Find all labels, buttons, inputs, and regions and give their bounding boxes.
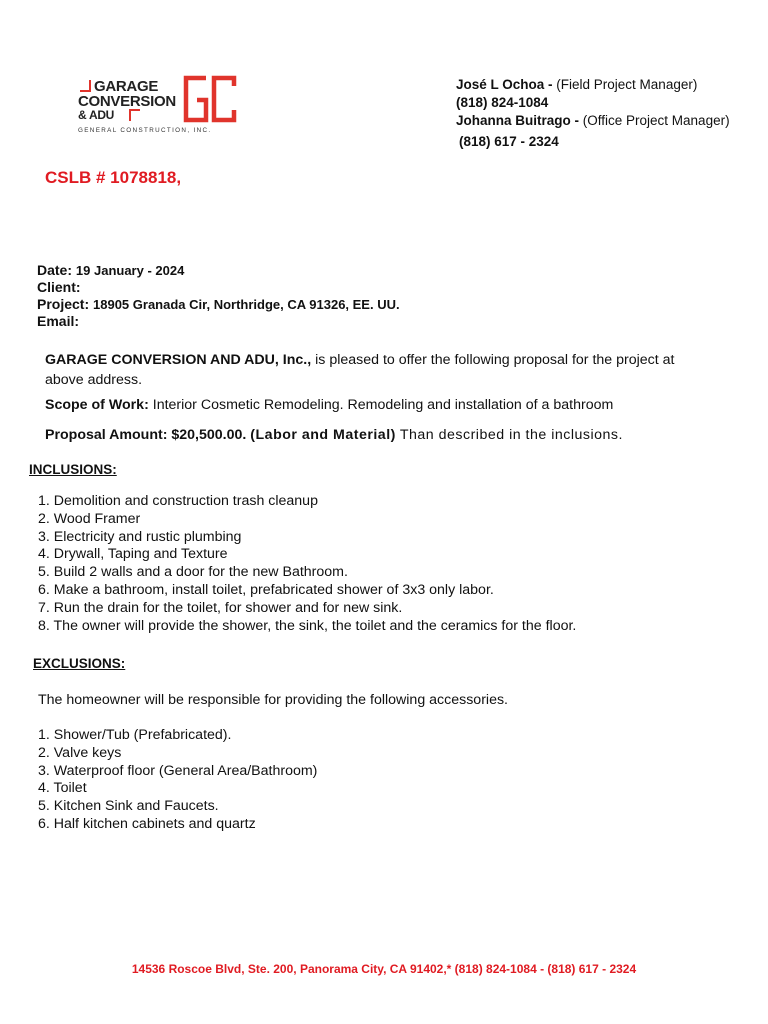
logo-line-3: & ADU <box>78 108 115 122</box>
contact-1-phone: (818) 824-1084 <box>456 95 549 110</box>
list-item: 7. Run the drain for the toilet, for shower and for new sink. <box>38 599 403 616</box>
logo-line-2: CONVERSION <box>78 93 176 110</box>
contact-2-name: Johanna Buitrago - <box>456 113 583 128</box>
inclusions-heading: INCLUSIONS: <box>29 462 117 477</box>
project-row <box>37 296 400 313</box>
footer-address: 14536 Roscoe Blvd, Ste. 200, Panorama City, CA 91402,* (818) 824-1084 - (818) 617 - 2324 <box>131 962 637 976</box>
email-row <box>37 313 400 330</box>
contact-1-role: (Field Project Manager) <box>556 77 698 92</box>
intro-text: is pleased to offer the following proposal for the project at <box>315 352 675 368</box>
gc-monogram-icon <box>182 74 238 124</box>
logo-line-1: GARAGE <box>94 78 159 95</box>
scope-value: Interior Cosmetic Remodeling. Remodeling and installation of a bathroom <box>152 397 614 413</box>
proposal-note: Than described in the inclusions. <box>399 427 623 443</box>
list-item: 2. Wood Framer <box>38 510 141 527</box>
corner-bracket-icon <box>78 78 92 92</box>
scope-of-work <box>45 395 745 415</box>
list-item: 3. Electricity and rustic plumbing <box>38 528 242 545</box>
corner-bracket-icon <box>128 108 142 122</box>
list-item: 8. The owner will provide the shower, the sink, the toilet and the ceramics for the floor. <box>38 617 577 634</box>
list-item: 4. Drywall, Taping and Texture <box>38 546 228 563</box>
list-item: 6. Make a bathroom, install toilet, prefabricated shower of 3x3 only labor. <box>38 581 494 598</box>
proposal-meta <box>37 262 400 330</box>
list-item: 6. Half kitchen cabinets and quartz <box>38 815 256 832</box>
contacts-block <box>456 76 730 151</box>
company-logo <box>78 74 248 140</box>
list-item: 1. Demolition and construction trash cleanup <box>38 493 318 509</box>
date-label: Date: <box>37 262 73 278</box>
logo-tagline: GENERAL CONSTRUCTION, INC. <box>78 127 212 134</box>
client-row <box>37 279 400 296</box>
client-label: Client: <box>37 279 81 295</box>
contact-2-phone: (818) 617 - 2324 <box>459 134 559 149</box>
date-row <box>37 262 400 279</box>
contact-1-name: José L Ochoa - <box>456 77 557 92</box>
intro-company: GARAGE CONVERSION AND ADU, Inc., <box>45 352 312 368</box>
proposal-amount <box>45 425 745 445</box>
proposal-note-bold: (Labor and Material) <box>250 427 396 443</box>
list-item: 2. Valve keys <box>38 744 122 761</box>
inclusions-list <box>38 493 576 635</box>
list-item: 5. Kitchen Sink and Faucets. <box>38 798 219 815</box>
exclusions-list <box>38 727 317 834</box>
list-item: 3. Waterproof floor (General Area/Bathroom) <box>38 762 318 779</box>
list-item: 5. Build 2 walls and a door for the new Bathroom. <box>38 564 348 581</box>
cslb-license: CSLB # 1078818, <box>45 168 182 187</box>
contact-2-role: (Office Project Manager) <box>582 113 730 128</box>
scope-label: Scope of Work: <box>45 397 149 413</box>
contact-1 <box>456 76 730 94</box>
list-item: 1. Shower/Tub (Prefabricated). <box>38 727 232 743</box>
exclusions-intro: The homeowner will be responsible for providing the following accessories. <box>38 692 509 708</box>
project-value: 18905 Granada Cir, Northridge, CA 91326, EE. UU. <box>93 297 400 312</box>
contact-2 <box>456 112 730 130</box>
date-value: 19 January - 2024 <box>75 263 185 278</box>
list-item: 4. Toilet <box>38 780 87 797</box>
email-label: Email: <box>37 313 80 329</box>
proposal-label: Proposal Amount: $20,500.00. <box>45 427 247 443</box>
project-label: Project: <box>37 296 90 312</box>
intro-text-2: above address. <box>45 372 143 388</box>
intro-paragraph <box>45 350 745 390</box>
exclusions-heading: EXCLUSIONS: <box>33 656 126 671</box>
